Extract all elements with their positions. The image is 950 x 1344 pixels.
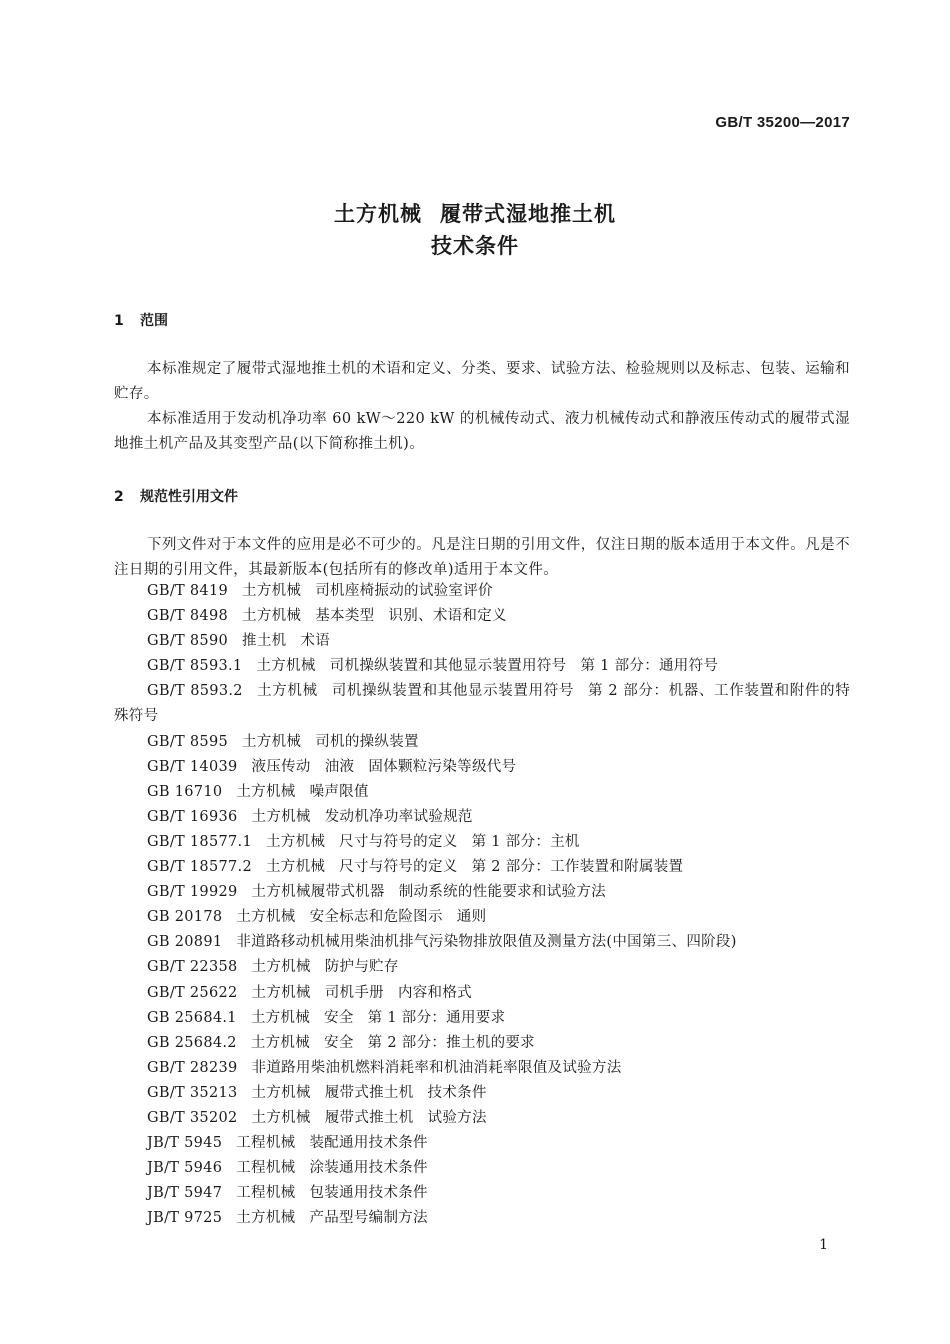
reference-code: GB/T 19929	[147, 884, 238, 901]
reference-title-segment: 发动机净功率试验规范	[324, 808, 473, 825]
reference-item	[114, 880, 850, 905]
reference-title-segment: 土方机械	[256, 658, 316, 675]
reference-item	[114, 1031, 850, 1056]
reference-title-segment: 液压传动	[251, 758, 311, 775]
document-title-line-2: 技术条件	[431, 234, 519, 258]
reference-code: GB/T 18577.2	[147, 859, 252, 876]
reference-title-segment: 土方机械	[265, 859, 326, 876]
reference-item	[114, 604, 850, 629]
reference-title-segment: 油液	[324, 758, 355, 775]
reference-title-segment: 第 1 部分：主机	[471, 833, 580, 850]
reference-title-segment: 制动系统的性能要求和试验方法	[398, 884, 606, 901]
reference-title-segment: 内容和格式	[397, 984, 472, 1001]
reference-title-segment: 土方机械	[236, 909, 296, 926]
reference-title-segment: 工程机械	[236, 1160, 296, 1177]
reference-title-segment: 土方机械	[250, 1034, 311, 1051]
standard-number: GB/T 35200—2017	[715, 114, 850, 131]
reference-code: GB/T 8590	[147, 633, 229, 650]
reference-item	[114, 1206, 850, 1231]
reference-code: GB 16710	[147, 783, 223, 800]
reference-title-segment: 基本类型	[315, 608, 375, 625]
reference-title-segment: 土方机械	[251, 1109, 311, 1126]
page-number: 1	[819, 1237, 828, 1253]
reference-title-segment: 术语	[300, 633, 331, 650]
reference-item	[114, 629, 850, 654]
reference-code: GB/T 25622	[147, 984, 238, 1001]
section-2-heading	[114, 486, 238, 506]
reference-title-segment: 司机的操纵装置	[315, 733, 419, 750]
reference-item	[114, 1106, 850, 1131]
reference-code: GB/T 28239	[147, 1059, 238, 1076]
reference-title-segment: 司机操纵装置和其他显示装置用符号	[329, 658, 567, 675]
normative-references-list	[114, 579, 850, 1231]
section-1-paragraph-1: 本标准规定了履带式湿地推土机的术语和定义、分类、要求、试验方法、检验规则以及标志、包装、运输和贮存。	[114, 361, 850, 402]
reference-title-segment: 非道路用柴油机燃料消耗率和机油消耗率限值及试验方法	[251, 1059, 622, 1076]
reference-title-segment: 安全标志和危险图示	[309, 909, 443, 926]
section-2-paragraph-1: 下列文件对于本文件的应用是必不可少的。凡是注日期的引用文件，仅注日期的版本适用于本文件。凡是不注日期的引用文件，其最新版本(包括所有的修改单)适用于本文件。	[114, 537, 850, 578]
section-1-heading	[114, 310, 168, 330]
reference-item	[114, 1181, 850, 1206]
reference-item	[114, 1006, 850, 1031]
reference-code: GB/T 8593.1	[147, 658, 243, 675]
section-number: 2	[114, 489, 124, 505]
reference-code: JB/T 5946	[147, 1160, 223, 1177]
reference-title-segment: 第 2 部分：工作装置和附属装置	[471, 859, 684, 876]
reference-code: GB 25684.1	[147, 1009, 237, 1026]
section-title: 规范性引用文件	[140, 489, 238, 505]
reference-title-segment: 履带式推土机	[324, 1084, 414, 1101]
reference-code: GB/T 14039	[147, 758, 238, 775]
reference-title-segment: 识别、术语和定义	[388, 608, 507, 625]
section-number: 1	[114, 313, 124, 329]
reference-title-segment: 土方机械	[236, 1210, 296, 1227]
reference-title-segment: 司机座椅振动的试验室评价	[315, 583, 493, 599]
reference-item	[114, 780, 850, 805]
reference-title-segment: 涂装通用技术条件	[309, 1160, 428, 1177]
title-part-2: 履带式湿地推土机	[440, 202, 616, 226]
reference-title-segment: 第 2 部分：机器、工作装置和附件的特殊符号	[114, 683, 850, 725]
section-title: 范围	[140, 313, 168, 329]
reference-title-segment: 土方机械	[250, 1009, 311, 1026]
reference-item	[114, 1131, 850, 1156]
reference-item	[114, 905, 850, 930]
reference-item	[114, 805, 850, 830]
reference-title-segment: 非道路移动机械用柴油机排气污染物排放限值及测量方法(中国第三、四阶段)	[236, 934, 737, 951]
reference-title-segment: 噪声限值	[309, 783, 369, 800]
reference-item	[114, 654, 850, 679]
reference-title-segment: 履带式推土机	[324, 1109, 414, 1126]
reference-title-segment: 工程机械	[236, 1135, 296, 1152]
reference-title-segment: 土方机械	[251, 808, 311, 825]
reference-title-segment: 工程机械	[236, 1185, 296, 1202]
reference-item	[114, 679, 850, 729]
reference-code: GB/T 8419	[147, 583, 229, 599]
reference-title-segment: 装配通用技术条件	[309, 1135, 428, 1152]
reference-title-segment: 试验方法	[427, 1109, 487, 1126]
reference-code: GB/T 8498	[147, 608, 229, 625]
reference-code: GB/T 22358	[147, 959, 238, 976]
reference-title-segment: 推土机	[242, 633, 287, 650]
document-title-line-1	[0, 198, 950, 228]
reference-code: GB 20891	[147, 934, 223, 951]
reference-title-segment: 土方机械履带式机器	[251, 884, 385, 901]
reference-item	[114, 930, 850, 955]
reference-title-segment: 第 1 部分：通用要求	[367, 1009, 506, 1026]
reference-title-segment: 土方机械	[242, 733, 302, 750]
reference-code: GB/T 8595	[147, 733, 229, 750]
reference-item	[114, 730, 850, 755]
reference-item	[114, 830, 850, 855]
reference-title-segment: 土方机械	[265, 833, 326, 850]
reference-title-segment: 防护与贮存	[324, 959, 399, 976]
reference-item	[114, 955, 850, 980]
reference-title-segment: 第 2 部分：推土机的要求	[367, 1034, 535, 1051]
reference-title-segment: 司机手册	[324, 984, 384, 1001]
reference-code: GB 25684.2	[147, 1034, 237, 1051]
reference-title-segment: 土方机械	[236, 783, 296, 800]
reference-title-segment: 土方机械	[251, 1084, 311, 1101]
reference-item	[114, 1081, 850, 1106]
reference-title-segment: 土方机械	[242, 583, 302, 599]
reference-item	[114, 1056, 850, 1081]
reference-title-segment: 通则	[456, 909, 487, 926]
reference-code: JB/T 9725	[147, 1210, 223, 1227]
reference-code: GB/T 35213	[147, 1084, 238, 1101]
reference-title-segment: 土方机械	[256, 683, 318, 700]
section-1-paragraph-2: 本标准适用于发动机净功率 60 kW～220 kW 的机械传动式、液力机械传动式和静液压传动式的履带式湿地推土机产品及其变型产品(以下简称推土机)。	[114, 411, 850, 452]
reference-title-segment: 尺寸与符号的定义	[339, 833, 458, 850]
reference-title-segment: 产品型号编制方法	[309, 1210, 428, 1227]
reference-title-segment: 包装通用技术条件	[309, 1185, 428, 1202]
reference-code: GB/T 35202	[147, 1109, 238, 1126]
reference-item	[114, 855, 850, 880]
reference-code: JB/T 5945	[147, 1135, 223, 1152]
reference-code: GB/T 18577.1	[147, 833, 252, 850]
reference-title-segment: 司机操纵装置和其他显示装置用符号	[331, 683, 575, 700]
reference-code: GB 20178	[147, 909, 223, 926]
reference-item	[114, 579, 850, 604]
reference-title-segment: 安全	[324, 1034, 354, 1051]
reference-title-segment: 技术条件	[427, 1084, 487, 1101]
reference-title-segment: 固体颗粒污染等级代号	[368, 758, 517, 775]
reference-code: GB/T 16936	[147, 808, 238, 825]
reference-code: JB/T 5947	[147, 1185, 223, 1202]
reference-title-segment: 土方机械	[242, 608, 302, 625]
reference-title-segment: 土方机械	[251, 959, 311, 976]
reference-title-segment: 第 1 部分：通用符号	[580, 658, 719, 675]
reference-item	[114, 981, 850, 1006]
reference-item	[114, 755, 850, 780]
reference-code: GB/T 8593.2	[147, 683, 243, 700]
title-part-1: 土方机械	[334, 202, 422, 226]
reference-title-segment: 安全	[324, 1009, 354, 1026]
reference-title-segment: 尺寸与符号的定义	[339, 859, 458, 876]
reference-item	[114, 1156, 850, 1181]
reference-title-segment: 土方机械	[251, 984, 311, 1001]
